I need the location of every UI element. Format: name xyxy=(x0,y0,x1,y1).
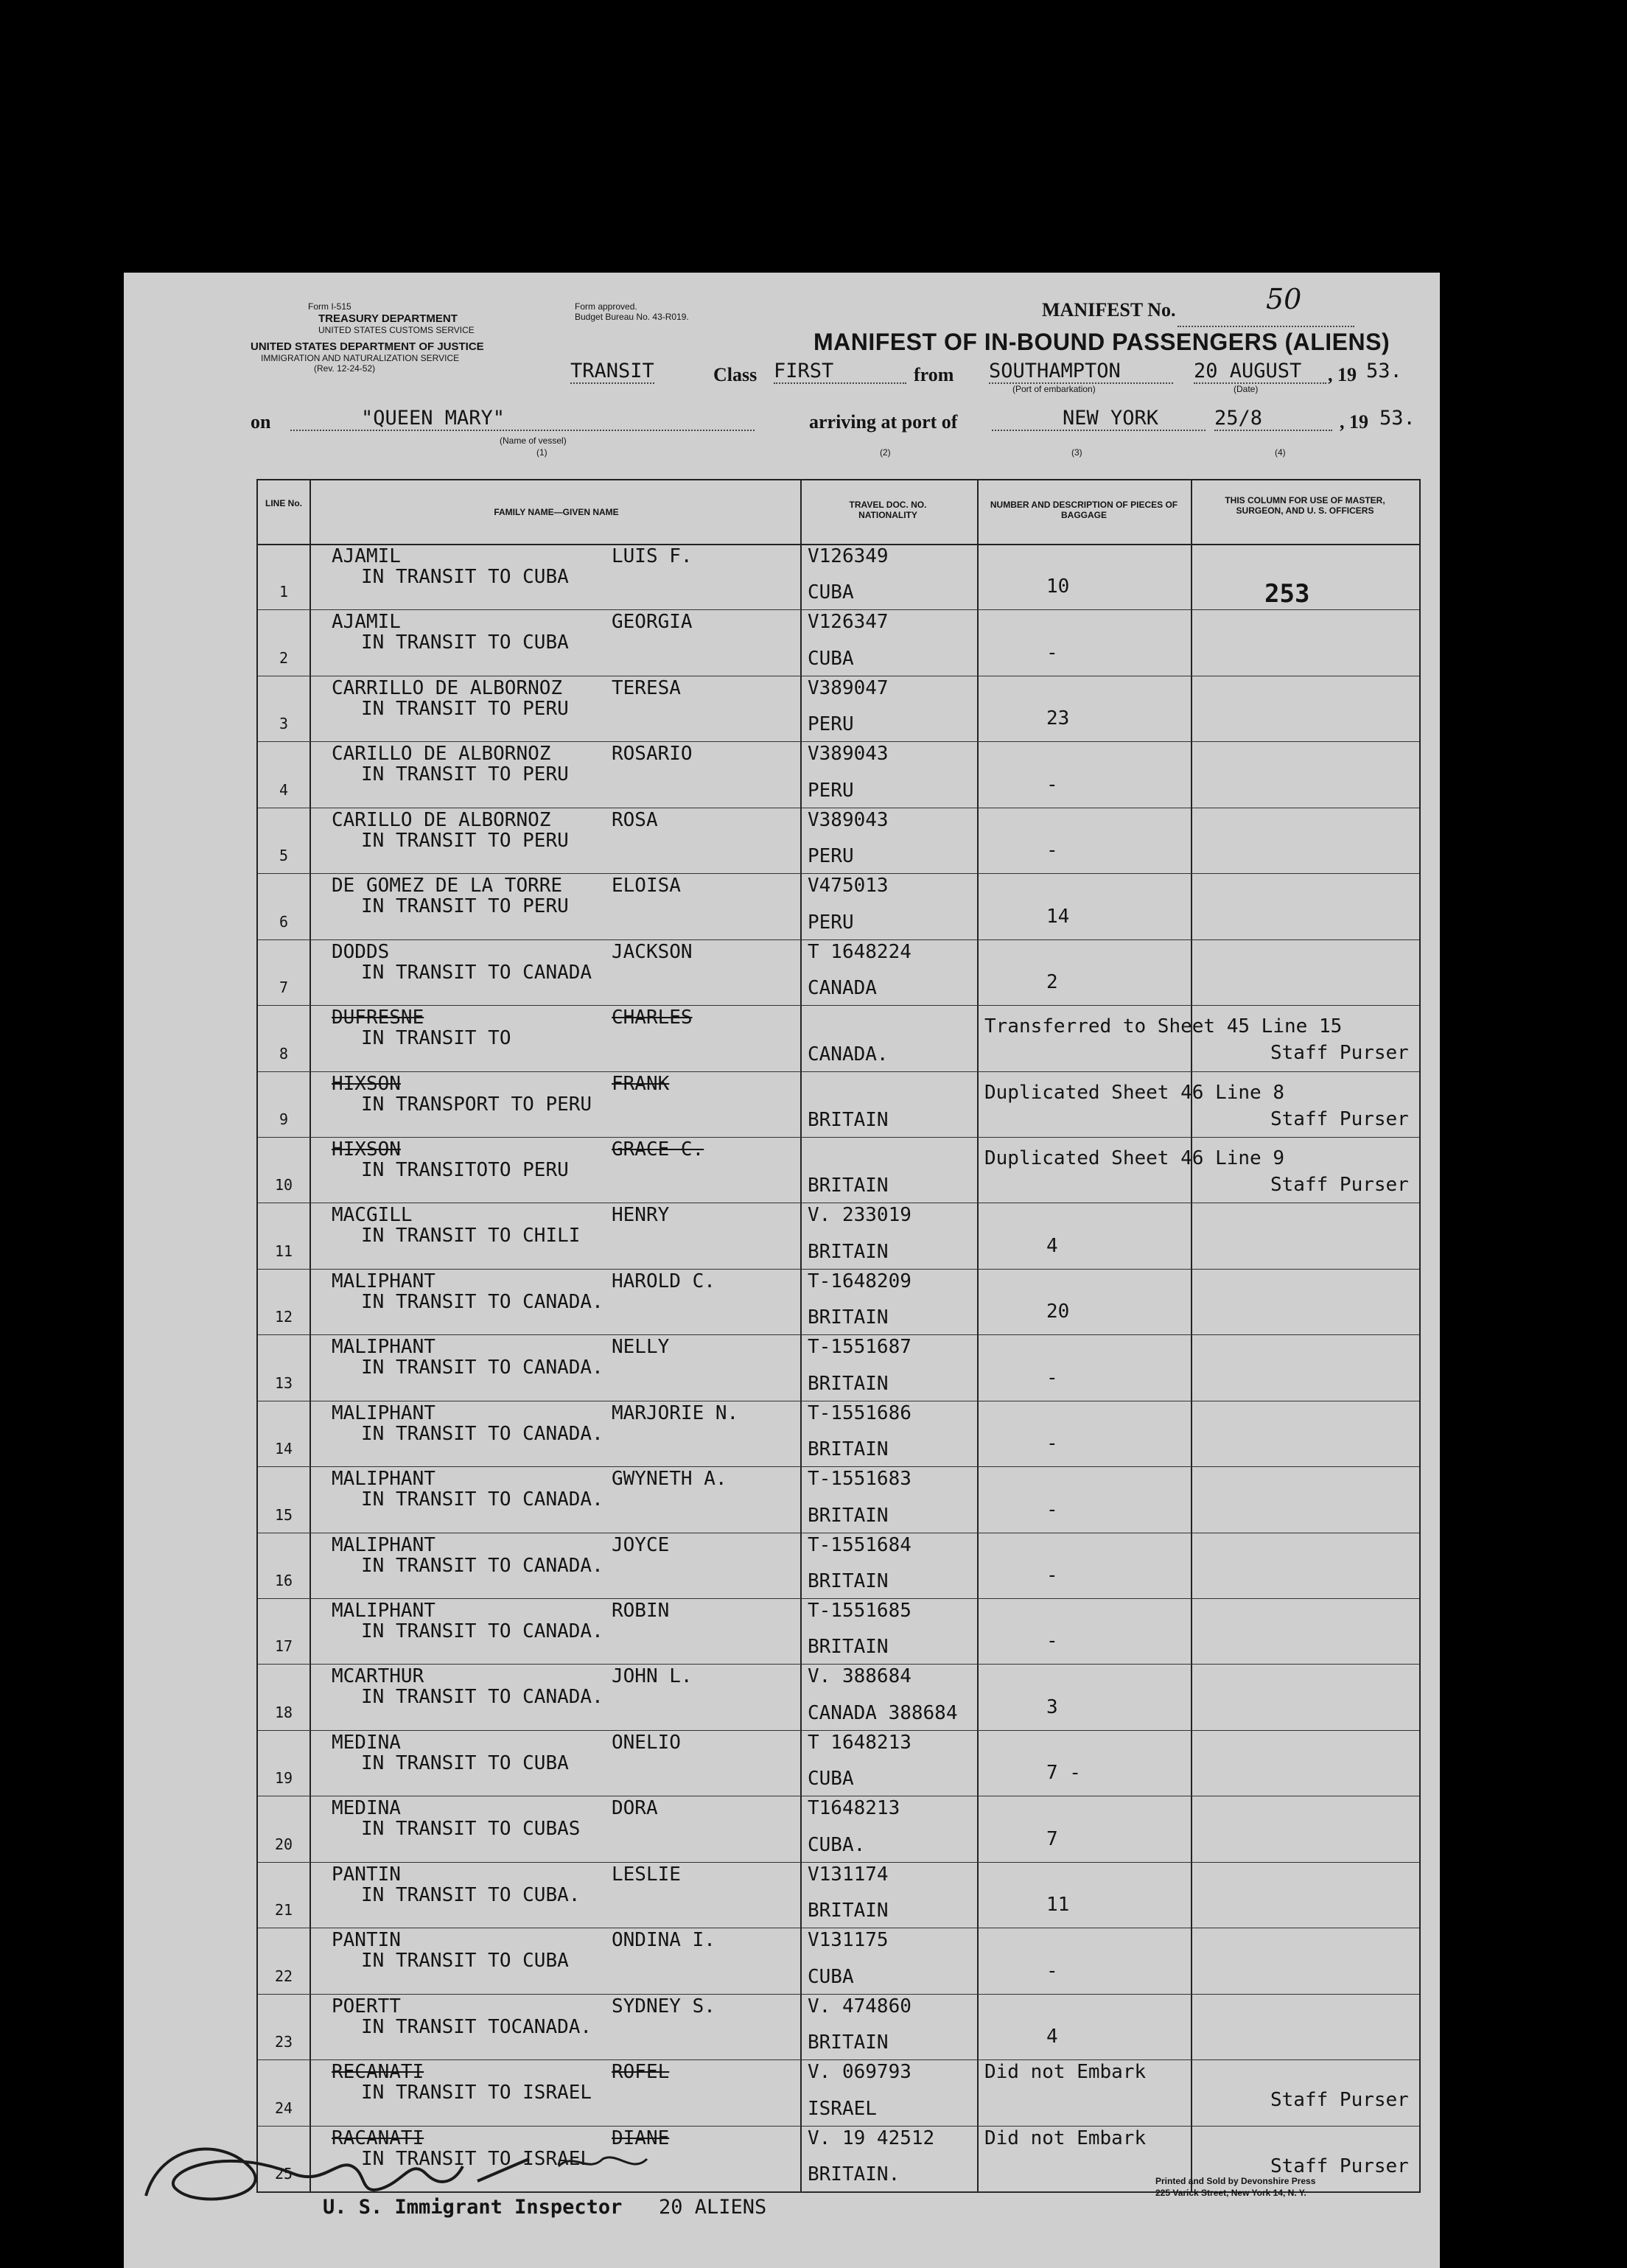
travel-doc-number: V389047 xyxy=(808,676,889,699)
table-row xyxy=(258,1401,1419,1466)
travel-doc-number: T-1551684 xyxy=(808,1533,912,1556)
row-note-signoff: Staff Purser xyxy=(1270,2089,1409,2112)
given-name: ROBIN xyxy=(612,1600,670,1623)
col-number-1: (1) xyxy=(536,447,547,458)
family-name: AJAMIL xyxy=(332,611,401,634)
given-name: MARJORIE N. xyxy=(612,1401,739,1424)
family-name: MEDINA xyxy=(332,1797,401,1820)
nationality: BRITAIN xyxy=(808,1438,889,1461)
line-number: 3 xyxy=(279,715,289,733)
nationality: CUBA. xyxy=(808,1833,866,1856)
family-name: RACANATI xyxy=(332,2127,424,2149)
given-name: DIANE xyxy=(612,2127,670,2149)
given-name: ONDINA I. xyxy=(612,1929,715,1952)
header-baggage: NUMBER AND DESCRIPTION OF PIECES OF BAGGAGE xyxy=(990,500,1178,520)
form-approved: Form approved. xyxy=(575,301,637,312)
line-number: 2 xyxy=(279,648,289,667)
baggage-count: 11 xyxy=(1046,1894,1070,1917)
transit-destination: IN TRANSIT TO CANADA. xyxy=(361,1290,603,1313)
table-row xyxy=(258,1334,1419,1400)
manifest-label: MANIFEST No. xyxy=(1042,299,1176,321)
row-note: Duplicated Sheet 46 Line 9 xyxy=(984,1147,1284,1169)
family-name: MALIPHANT xyxy=(332,1270,435,1292)
header-officers: THIS COLUMN FOR USE OF MASTER, SURGEON, AND U. S. OFFICERS xyxy=(1225,495,1385,516)
line-number: 20 xyxy=(274,1835,293,1853)
travel-doc-number: T-1551687 xyxy=(808,1336,912,1359)
travel-doc-number: T-1551683 xyxy=(808,1468,912,1491)
embark-year: 53. xyxy=(1366,360,1402,382)
given-name: LESLIE xyxy=(612,1863,681,1886)
nationality: BRITAIN xyxy=(808,2031,889,2054)
nationality: BRITAIN xyxy=(808,1636,889,1659)
col-number-2: (2) xyxy=(880,447,891,458)
line-number: 9 xyxy=(279,1110,289,1128)
manifest-title: MANIFEST OF IN-BOUND PASSENGERS (ALIENS) xyxy=(814,329,1390,355)
travel-doc-number: V. 19 42512 xyxy=(808,2127,935,2149)
line-number: 11 xyxy=(274,1242,293,1260)
given-name: CHARLES xyxy=(612,1007,693,1029)
baggage-count: 20 xyxy=(1046,1301,1070,1323)
table-row xyxy=(258,1466,1419,1532)
baggage-count: - xyxy=(1046,839,1058,862)
transit-destination: IN TRANSIT TO CHILI xyxy=(361,1225,581,1247)
embark-port: SOUTHAMPTON xyxy=(989,360,1173,384)
class-value: FIRST xyxy=(774,360,906,384)
travel-doc-number: V126347 xyxy=(808,611,889,634)
family-name: CARILLO DE ALBORNOZ xyxy=(332,808,551,831)
printer-line-1: Printed and Sold by Devonshire Press xyxy=(1155,2176,1316,2186)
family-name: HIXSON xyxy=(332,1072,401,1095)
given-name: ROFEL xyxy=(612,2061,670,2084)
line-number: 1 xyxy=(279,583,289,601)
baggage-count: 4 xyxy=(1046,2026,1058,2048)
baggage-count: 4 xyxy=(1046,1234,1058,1257)
row-note: Transferred to Sheet 45 Line 15 xyxy=(984,1015,1343,1038)
given-name: NELLY xyxy=(612,1336,670,1359)
table-row xyxy=(258,1533,1419,1598)
table-row xyxy=(258,1730,1419,1796)
printer-line-2: 225 Varick Street, New York 14, N. Y. xyxy=(1155,2188,1306,2198)
family-name: PANTIN xyxy=(332,1863,401,1886)
family-name: POERTT xyxy=(332,1995,401,2017)
family-name: PANTIN xyxy=(332,1929,401,1952)
given-name: ONELIO xyxy=(612,1731,681,1754)
travel-doc-number: V126349 xyxy=(808,545,889,567)
transit-destination: IN TRANSIT TO CANADA. xyxy=(361,1488,603,1511)
given-name: HAROLD C. xyxy=(612,1270,715,1292)
family-name: CARILLO DE ALBORNOZ xyxy=(332,743,551,766)
vessel-name: "QUEEN MARY" xyxy=(290,407,755,431)
travel-doc-number: V131174 xyxy=(808,1863,889,1886)
nationality: CANADA xyxy=(808,977,877,1000)
baggage-count: - xyxy=(1046,1432,1058,1455)
nationality: CANADA. xyxy=(808,1043,889,1065)
embark-port-caption: (Port of embarkation) xyxy=(1012,384,1096,394)
given-name: ROSARIO xyxy=(612,743,693,766)
travel-doc-number: V. 069793 xyxy=(808,2061,912,2084)
line-number: 22 xyxy=(274,1967,293,1985)
nationality: PERU xyxy=(808,713,854,736)
row-note: Duplicated Sheet 46 Line 8 xyxy=(984,1081,1284,1104)
passenger-table xyxy=(256,479,1421,2193)
line-number: 14 xyxy=(274,1440,293,1458)
year-prefix: , 19 xyxy=(1328,364,1357,385)
row-note-signoff: Staff Purser xyxy=(1270,2155,1409,2177)
baggage-count: - xyxy=(1046,773,1058,796)
nationality: BRITAIN xyxy=(808,1108,889,1131)
table-row xyxy=(258,1862,1419,1928)
transit-destination: IN TRANSIT TO CUBA xyxy=(361,566,569,588)
transit-label: TRANSIT xyxy=(570,360,654,382)
travel-doc-number: V389043 xyxy=(808,743,889,766)
baggage-count: - xyxy=(1046,1498,1058,1521)
given-name: DORA xyxy=(612,1797,658,1820)
agency-justice: UNITED STATES DEPARTMENT OF JUSTICE xyxy=(251,340,484,353)
nationality: BRITAIN xyxy=(808,1900,889,1922)
table-row xyxy=(258,676,1419,741)
table-row xyxy=(258,1796,1419,1861)
transit-destination: IN TRANSIT TO ISRAEL xyxy=(361,2147,592,2170)
family-name: MALIPHANT xyxy=(332,1600,435,1623)
vessel-caption: (Name of vessel) xyxy=(500,435,567,446)
travel-doc-number: T1648213 xyxy=(808,1797,900,1820)
transit-destination: IN TRANSITOTO PERU xyxy=(361,1158,569,1181)
agency-customs: UNITED STATES CUSTOMS SERVICE xyxy=(318,325,475,335)
arriving-label: arriving at port of xyxy=(809,411,958,433)
row-note-signoff: Staff Purser xyxy=(1270,1042,1409,1065)
transit-destination: IN TRANSIT TO CANADA. xyxy=(361,1357,603,1379)
nationality: BRITAIN xyxy=(808,1570,889,1593)
given-name: GWYNETH A. xyxy=(612,1468,727,1491)
transit-destination: IN TRANSIT TOCANADA. xyxy=(361,2015,592,2038)
inspector-label: U. S. Immigrant Inspector xyxy=(323,2196,623,2219)
header-family-name: FAMILY NAME—GIVEN NAME xyxy=(494,507,619,517)
line-number: 19 xyxy=(274,1769,293,1788)
nationality: PERU xyxy=(808,911,854,934)
transit-destination: IN TRANSPORT TO PERU xyxy=(361,1093,592,1116)
transit-destination: IN TRANSIT TO PERU xyxy=(361,697,569,720)
arrival-port: NEW YORK xyxy=(992,407,1206,431)
given-name: HENRY xyxy=(612,1204,670,1227)
class-label: Class xyxy=(713,364,757,385)
line-number: 25 xyxy=(274,2164,293,2183)
given-name: FRANK xyxy=(612,1072,670,1095)
baggage-count: 10 xyxy=(1046,575,1070,598)
nationality: PERU xyxy=(808,779,854,802)
line-number: 7 xyxy=(279,979,289,997)
manifest-number-line xyxy=(1178,326,1354,327)
transit-destination: IN TRANSIT TO CUBA xyxy=(361,631,569,654)
nationality: CUBA xyxy=(808,581,854,604)
family-name: CARRILLO DE ALBORNOZ xyxy=(332,676,563,699)
budget-bureau: Budget Bureau No. 43-R019. xyxy=(575,312,689,322)
travel-doc-number: V. 233019 xyxy=(808,1204,912,1227)
table-row xyxy=(258,1664,1419,1729)
nationality: BRITAIN xyxy=(808,1372,889,1395)
travel-doc-number: V131175 xyxy=(808,1929,889,1952)
table-row xyxy=(258,1994,1419,2059)
line-number: 4 xyxy=(279,780,289,799)
travel-doc-number: V. 474860 xyxy=(808,1995,912,2017)
table-row xyxy=(258,939,1419,1005)
baggage-count: 7 - xyxy=(1046,1762,1081,1785)
family-name: MEDINA xyxy=(332,1731,401,1754)
transit-destination: IN TRANSIT TO CANADA. xyxy=(361,1422,603,1445)
table-row xyxy=(258,1598,1419,1664)
nationality: BRITAIN xyxy=(808,1504,889,1527)
transit-destination: IN TRANSIT TO ISRAEL xyxy=(361,2082,592,2104)
travel-doc-number: V. 388684 xyxy=(808,1665,912,1688)
given-name: LUIS F. xyxy=(612,545,693,567)
table-row xyxy=(258,609,1419,675)
baggage-count: 3 xyxy=(1046,1695,1058,1718)
line-number: 17 xyxy=(274,1637,293,1656)
line-number: 13 xyxy=(274,1373,293,1392)
family-name: MALIPHANT xyxy=(332,1468,435,1491)
table-row xyxy=(258,544,1419,609)
transit-destination: IN TRANSIT TO PERU xyxy=(361,829,569,852)
given-name: TERESA xyxy=(612,676,681,699)
baggage-count: - xyxy=(1046,1630,1058,1653)
travel-doc-number: V475013 xyxy=(808,875,889,897)
transit-destination: IN TRANSIT TO CUBA xyxy=(361,1751,569,1774)
line-number: 5 xyxy=(279,847,289,865)
table-row xyxy=(258,1071,1419,1137)
agency-ins: IMMIGRATION AND NATURALIZATION SERVICE xyxy=(261,353,460,363)
given-name: GRACE C. xyxy=(612,1138,704,1161)
table-row xyxy=(258,1203,1419,1268)
baggage-count: - xyxy=(1046,1564,1058,1587)
given-name: ROSA xyxy=(612,808,658,831)
transit-destination: IN TRANSIT TO CANADA xyxy=(361,961,592,984)
manifest-sheet xyxy=(124,273,1440,2268)
line-number: 10 xyxy=(274,1176,293,1194)
family-name: MALIPHANT xyxy=(332,1336,435,1359)
nationality: BRITAIN xyxy=(808,1306,889,1329)
nationality: CUBA xyxy=(808,1965,854,1988)
given-name: JOYCE xyxy=(612,1533,670,1556)
table-row xyxy=(258,873,1419,939)
table-row xyxy=(258,1269,1419,1334)
arrival-year-prefix: , 19 xyxy=(1340,411,1368,433)
transit-destination: IN TRANSIT TO xyxy=(361,1027,511,1050)
family-name: MACGILL xyxy=(332,1204,413,1227)
given-name: JOHN L. xyxy=(612,1665,693,1688)
baggage-count: 14 xyxy=(1046,905,1070,928)
family-name: MALIPHANT xyxy=(332,1533,435,1556)
nationality: PERU xyxy=(808,845,854,868)
row-note-signoff: Staff Purser xyxy=(1270,1107,1409,1130)
nationality: BRITAIN. xyxy=(808,2163,900,2185)
baggage-count: 23 xyxy=(1046,707,1070,730)
col-number-3: (3) xyxy=(1071,447,1082,458)
travel-doc-number: T-1648209 xyxy=(808,1270,912,1292)
embark-date-caption: (Date) xyxy=(1234,384,1259,394)
nationality: ISRAEL xyxy=(808,2097,877,2120)
table-row xyxy=(258,1005,1419,1071)
inspector-signature xyxy=(131,2115,691,2218)
nationality: CUBA xyxy=(808,1768,854,1791)
manifest-number: 50 xyxy=(1266,283,1302,315)
transit-destination: IN TRANSIT TO CANADA. xyxy=(361,1554,603,1577)
transit-destination: IN TRANSIT TO CUBA xyxy=(361,1950,569,1973)
nationality: BRITAIN xyxy=(808,1240,889,1263)
line-number: 16 xyxy=(274,1572,293,1590)
family-name: MALIPHANT xyxy=(332,1401,435,1424)
table-row xyxy=(258,1928,1419,1993)
row-note: Did not Embark xyxy=(984,2127,1147,2149)
travel-doc-number: T 1648213 xyxy=(808,1731,912,1754)
line-number: 23 xyxy=(274,2033,293,2051)
col-number-4: (4) xyxy=(1275,447,1286,458)
line-number: 24 xyxy=(274,2099,293,2117)
travel-doc-number: T-1551686 xyxy=(808,1401,912,1424)
agency-treasury: TREASURY DEPARTMENT xyxy=(318,312,458,325)
line-number: 12 xyxy=(274,1308,293,1326)
baggage-count: - xyxy=(1046,1366,1058,1389)
transit-destination: IN TRANSIT TO PERU xyxy=(361,763,569,786)
family-name: AJAMIL xyxy=(332,545,401,567)
line-number: 6 xyxy=(279,912,289,931)
baggage-count: - xyxy=(1046,641,1058,664)
given-name: JACKSON xyxy=(612,940,693,963)
arrival-date: 25/8 xyxy=(1214,407,1332,431)
family-name: DODDS xyxy=(332,940,390,963)
table-row xyxy=(258,741,1419,807)
row-note: Did not Embark xyxy=(984,2061,1147,2084)
baggage-count: - xyxy=(1046,1959,1058,1982)
nationality: BRITAIN xyxy=(808,1175,889,1197)
header-travel-doc: TRAVEL DOC. NO. NATIONALITY xyxy=(849,500,927,520)
transit-destination: IN TRANSIT TO CUBA. xyxy=(361,1883,581,1906)
baggage-count: 2 xyxy=(1046,971,1058,994)
transit-destination: IN TRANSIT TO CANADA. xyxy=(361,1620,603,1643)
family-name: DUFRESNE xyxy=(332,1007,424,1029)
line-number: 18 xyxy=(274,1703,293,1721)
table-row xyxy=(258,808,1419,873)
header-line-no: LINE No. xyxy=(265,498,302,508)
given-name: ELOISA xyxy=(612,875,681,897)
form-revision: (Rev. 12-24-52) xyxy=(314,363,376,374)
embark-date: 20 AUGUST xyxy=(1194,360,1326,384)
line-number: 8 xyxy=(279,1044,289,1063)
baggage-count: 7 xyxy=(1046,1827,1058,1850)
travel-doc-number: T-1551685 xyxy=(808,1600,912,1623)
transit-destination: IN TRANSIT TO CUBAS xyxy=(361,1818,581,1841)
on-label: on xyxy=(251,411,271,433)
arrival-year: 53. xyxy=(1379,407,1416,430)
family-name: MCARTHUR xyxy=(332,1665,424,1688)
line-number: 21 xyxy=(274,1901,293,1919)
official-remark-253: 253 xyxy=(1264,579,1310,609)
transit-destination: IN TRANSIT TO CANADA. xyxy=(361,1686,603,1709)
line-number: 15 xyxy=(274,1505,293,1524)
travel-doc-number: V389043 xyxy=(808,808,889,831)
form-number: Form I-515 xyxy=(308,301,351,312)
nationality: CUBA xyxy=(808,647,854,670)
nationality: CANADA 388684 xyxy=(808,1701,958,1724)
aliens-count: 20 ALIENS xyxy=(659,2196,767,2219)
given-name: GEORGIA xyxy=(612,611,693,634)
travel-doc-number: T 1648224 xyxy=(808,940,912,963)
from-label: from xyxy=(914,364,954,385)
table-row xyxy=(258,1137,1419,1203)
family-name: RECANATI xyxy=(332,2061,424,2084)
given-name: SYDNEY S. xyxy=(612,1995,715,2017)
row-note-signoff: Staff Purser xyxy=(1270,1173,1409,1196)
family-name: HIXSON xyxy=(332,1138,401,1161)
transit-destination: IN TRANSIT TO PERU xyxy=(361,895,569,918)
family-name: DE GOMEZ DE LA TORRE xyxy=(332,875,563,897)
